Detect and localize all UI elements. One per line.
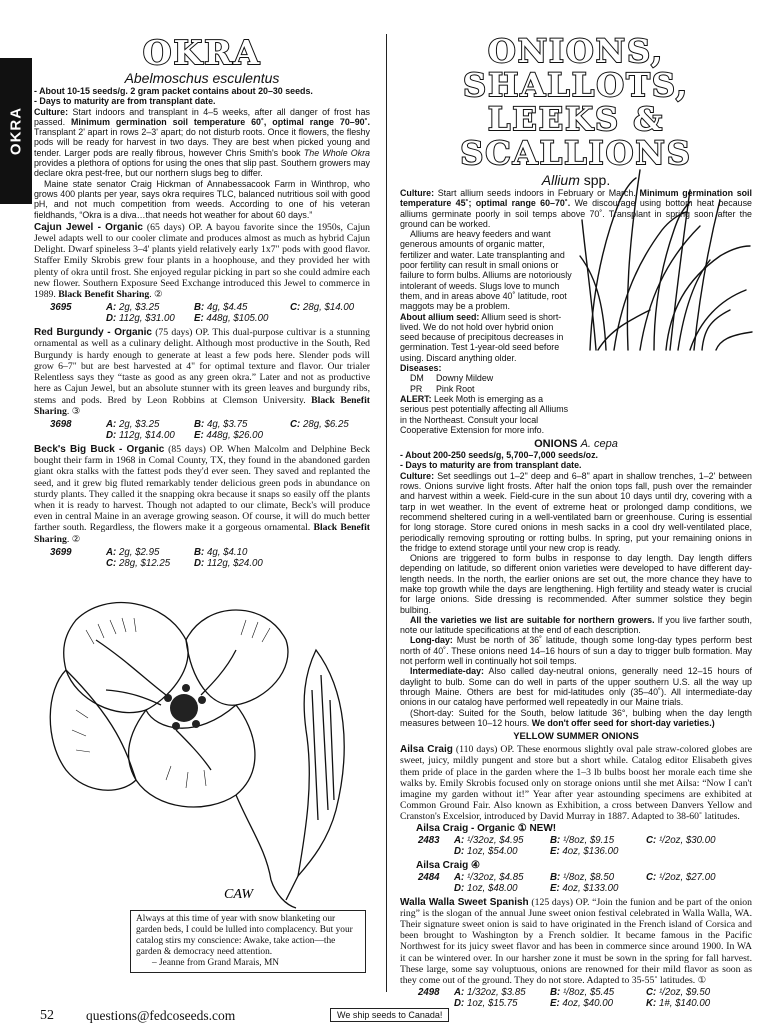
okra-bullet-days: - Days to maturity are from transplant date. bbox=[34, 96, 216, 107]
variety-name: Ailsa Craig - Organic ① NEW! bbox=[416, 822, 557, 834]
variety-ailsa-craig-conventional bbox=[400, 860, 752, 871]
yellow-summer-onions-heading: YELLOW SUMMER ONIONS bbox=[513, 731, 639, 743]
disease-item: PR Pink Root bbox=[410, 383, 475, 394]
price-table bbox=[400, 872, 752, 894]
price-d[interactable]: D: 112g, $14.00 bbox=[106, 429, 175, 441]
diseases-label: Diseases: bbox=[400, 363, 442, 374]
variety-text: (65 days) OP. A bayou favorite since the 1950s, Cajun Jewel adapts well to our cooler climate and produces almost as much as hybrid Cajun Delight. Dwarf spineless 3–4' plants yield relatively early 1x7" pods with good flavor. Staffer Emily Skrobis grew four plants in a hoophouse, and they provided her with plenty of okra until frost. She enjoyed regular picking in part so she could admire each new flower. Southern Exposure Seed Exchange introduced this Jewel to commerce in 1989. bbox=[34, 221, 370, 301]
variety-text: (75 days) OP. This dual-purpose cultivar is a stunning ornamental as well as a culinary delight. Although most productive in the South, Red Burgundy is hardy enough to generate at least a few pods here. Slender pods will grow 6–7" but are best harvested at 4" for optimal texture and flavor. Our trialer Relentless says they “taste as good as any green okra.” Later and not as productive here as Cajun Jewel, but an absolute stunner with its green leaves and burgundy ribs, stems and pods. Bred by Leon Robbins at Clemson University. bbox=[34, 327, 370, 406]
culture-label: Culture: bbox=[34, 106, 69, 117]
variety-text: (110 days) OP. These enormous slightly oval pale straw-colored globes are sweet, juicy, mildly pungent and store but a short while. Catalog editor Elisabeth gives them pride of place in the garden where the 1–3 lb bulbs boost her morale each time she walks by. Emily Skrobis focused only on storage onions until she met Ailsa: “Now I can't imagine my garden without it!” Year after year astounding specimens are exhibited at Common Ground Fair. Also known as Exhibition, a cross between Danvers Yellow and Cranston's Excelsior, introduced by David Murray in 1887. Adapted to 38-60˚ latitudes. bbox=[400, 744, 752, 823]
price-c[interactable]: C: ¹/2oz, $30.00 bbox=[646, 834, 716, 846]
okra-flower-illustration bbox=[36, 580, 376, 910]
book-title: The Whole Okra bbox=[303, 147, 370, 158]
variety-red-burgundy bbox=[34, 327, 370, 441]
variety-name: Walla Walla Sweet Spanish bbox=[400, 896, 529, 908]
variety-name: Cajun Jewel - Organic bbox=[34, 221, 143, 233]
item-code: 3698 bbox=[50, 418, 72, 430]
variety-description bbox=[34, 222, 370, 300]
item-code: 2483 bbox=[418, 834, 440, 846]
culture-text-a: Start allium seeds indoors in February or March. bbox=[434, 188, 640, 198]
diseases-list bbox=[400, 363, 574, 394]
culture-label: Culture: bbox=[400, 188, 435, 198]
price-a[interactable]: A: ¹/32oz, $4.85 bbox=[454, 871, 524, 883]
price-d[interactable]: D: 1oz, $54.00 bbox=[454, 845, 518, 857]
onions-culture-detail: Culture: Set seedlings out 1–2" deep and 6–8" apart in shallow trenches, 1–2' between rows. Onions survive light frosts. After half the onion tops fall, push over the remainder and harvest within a week. Field-cure in the sun about 10 days until dry, covering with a tarp in wet weather. In the event of extreme heat or prolonged damp conditions, we recommend sheltered curing in a well-ventilated barn or greenhouse. Curing is essential for long storage. Store cured onions in mesh sacks in a cool dry well-ventilated place, periodically removing sprouting or rotting bulbs. In spring, put your remaining onions in the fridge to extend storage until your new crop is ready. bbox=[400, 470, 752, 553]
price-b[interactable]: B: ¹/8oz, $8.50 bbox=[550, 871, 615, 883]
section-tab-label: OKRA bbox=[7, 106, 25, 156]
price-a[interactable]: A: 2g, $3.25 bbox=[106, 302, 160, 314]
item-code: 3695 bbox=[50, 302, 72, 314]
price-table bbox=[400, 987, 752, 1009]
okra-maine-note: Maine state senator Craig Hickman of Annabessacook Farm in Winthrop, who grows 400 plants per year, says okra requires TLC, balanced nutritious soil with good pH, and not much competition from weeds. According to one of his veteran fieldhands, “Okra is a diva…that needs hot weather for about 60 days.” bbox=[34, 178, 370, 220]
price-b[interactable]: B: ¹/8oz, $5.45 bbox=[550, 987, 615, 999]
okra-bullet-seeds: - About 10-15 seeds/g. 2 gram packet contains about 20–30 seeds. bbox=[34, 86, 313, 96]
leek-plants-illustration bbox=[570, 160, 754, 352]
onions-northern-note: All the varieties we list are suitable for northern growers. If you live farther south, note our latitude specifications at the end of each description. bbox=[400, 614, 752, 636]
price-e[interactable]: E: 4oz, $40.00 bbox=[550, 998, 614, 1010]
variety-description bbox=[34, 444, 370, 545]
onions-title-line1: ONIONS, SHALLOTS, bbox=[463, 32, 689, 104]
price-d[interactable]: D: 112g, $24.00 bbox=[194, 557, 263, 569]
price-b[interactable]: B: 4g, $3.75 bbox=[194, 418, 248, 430]
variety-tag: Black Benefit Sharing bbox=[58, 289, 150, 301]
long-day-note: Long-day: Must be north of 36˚ latitude, though some long-day types perform best north of 40˚. These onions need 14–16 hours of sun a day to trigger bulb formation. May not perform well in continually hot soil temps. bbox=[400, 635, 752, 667]
artist-signature: CAW bbox=[224, 887, 254, 902]
price-table bbox=[34, 419, 370, 441]
culture-temp: Minimum germination soil temperature 45˚; optimal range 60–70˚. bbox=[400, 188, 752, 209]
variety-name: Ailsa Craig ④ bbox=[416, 859, 480, 871]
price-a[interactable]: A: ¹/32oz, $4.95 bbox=[454, 834, 524, 846]
shipping-notice-badge: We ship seeds to Canada! bbox=[330, 1008, 449, 1022]
variety-tag: Black Benefit Sharing bbox=[34, 394, 371, 417]
onions-bullet-seeds: - About 200-250 seeds/g, 5,700–7,000 seeds/oz. bbox=[400, 450, 598, 461]
okra-latin-name: Abelmoschus esculentus bbox=[124, 70, 280, 86]
variety-name: Ailsa Craig bbox=[400, 744, 453, 756]
price-e[interactable]: E: 4oz, $136.00 bbox=[550, 845, 619, 857]
okra-culture bbox=[34, 107, 370, 179]
price-e[interactable]: E: 4oz, $133.00 bbox=[550, 882, 619, 894]
customer-quote-box bbox=[130, 910, 366, 973]
price-table bbox=[34, 547, 370, 569]
price-a[interactable]: A: 1/32oz, $3.85 bbox=[454, 987, 526, 999]
culture-text-c: provides a plethora of options for using the ones that slip past. Southern growers may declare okra pest-free, but our northern slugs beg to differ. bbox=[34, 158, 370, 179]
allium-info-block bbox=[400, 229, 574, 435]
price-c[interactable]: C: 28g, $6.25 bbox=[290, 418, 349, 430]
price-a[interactable]: A: 2g, $2.95 bbox=[106, 546, 160, 558]
item-code: 3699 bbox=[50, 546, 72, 558]
price-c[interactable]: C: 28g, $14.00 bbox=[290, 302, 355, 314]
variety-ailsa-craig-organic bbox=[400, 823, 752, 834]
variety-text: (125 days) OP. “Join the funion and be part of the onion ring” is the slogan of the annual June sweet onion festival celebrated in Walla Walla, WA. Their signature sweet onion is said to have originated in the French island of Corsica and been brought to Washington by a French soldier. It became famous in the Pacific Northwest for its juicy sweet flavor and has been in commerce since around 1900. In WA it can be wintered over. In our harsher zone it must be sown in the spring for fall harvest. These large, some say voluptuous, onions are renowned for their mild flavor as soon as they come out of the ground. They do not store. Adapted to 35-55˚ latitudes. ① bbox=[400, 896, 752, 986]
leek-moth-alert: ALERT: Leek Moth is emerging as a serious pest potentially affecting all Alliums in the Northeast. Consult your local Cooperative Extension for more info. bbox=[400, 393, 569, 435]
price-b[interactable]: B: 4g, $4.45 bbox=[194, 302, 248, 314]
variety-tag-suffix: . ③ bbox=[66, 405, 81, 417]
variety-name: Red Burgundy - Organic bbox=[34, 327, 152, 339]
variety-tag: Black Benefit Sharing bbox=[34, 522, 371, 545]
variety-text: (85 days) OP. When Malcolm and Delphine Beck bought their farm in 1968 in Comal County, TX, they found in the abandoned garden giant okra stalks with the fattest pods they'd ever seen. They saved and replanted the seed, and it grew big fluted remarkably tender delicious green pods in abundance on sturdy plants. They called it the snapping okra because it snaps so easily off the plants when it is ready to harvest. Though not adapted to our climate, Beck's will produce even in central Maine in an average growing season. Of course, it will do much better farther south. Regardless, the flowers make it a gorgeous ornamental. bbox=[34, 443, 370, 534]
variety-tag-suffix: . ② bbox=[149, 289, 163, 301]
quote-attribution: – Jeanne from Grand Marais, MN bbox=[152, 958, 280, 968]
intermediate-day-note: Intermediate-day: Also called day-neutral onions, generally need 12–15 hours of daylight to bulb. Some can do well in parts of the upper southern U.S. all the way up through Maine. Others are best for mid-latitudes only (35–40˚). All intermediate-day onions in our catalog have performed well repeatedly in our Maine trials. bbox=[400, 666, 752, 708]
item-code: 2498 bbox=[418, 987, 440, 999]
price-k[interactable]: K: 1#, $140.00 bbox=[646, 998, 711, 1010]
price-table bbox=[34, 302, 370, 324]
contact-email-link[interactable]: questions@fedcoseeds.com bbox=[86, 1008, 236, 1023]
onions-subheading: ONIONS A. cepa bbox=[534, 438, 618, 451]
variety-name: Beck's Big Buck - Organic bbox=[34, 443, 165, 455]
culture-text-b: We discourage using bottom heat because alliums germinate poorly in soil temps above 70˚. Transplant in spring soon after the ground can be worked. bbox=[400, 198, 752, 229]
onions-daylength-note: Onions are triggered to form bulbs in response to day length. Day length differs depending on latitude, so different onion varieties were developed to have different day-length needs. In the north, the earlier onions are set out, the more chance they have to make top growth while the days are lengthening. High fertility and steady water is crucial for large onions. Side dressing is recommended. After summer solstice they begin bulbing. bbox=[400, 553, 752, 615]
page-number: 52 bbox=[40, 1008, 54, 1023]
section-tab-okra bbox=[0, 58, 32, 204]
variety-description bbox=[34, 327, 370, 417]
variety-cajun-jewel bbox=[34, 222, 370, 324]
variety-tag-suffix: . ② bbox=[66, 533, 81, 545]
okra-section bbox=[34, 33, 371, 572]
price-c[interactable]: C: 28g, $12.25 bbox=[106, 557, 171, 569]
culture-temp: Minimum germination soil temperature 60˚, optimal range 70–90˚. bbox=[71, 116, 370, 127]
onions-latin-name: Allium spp. bbox=[541, 172, 611, 188]
disease-item: DM Downy Mildew bbox=[410, 373, 494, 384]
price-e[interactable]: E: 448g, $105.00 bbox=[194, 313, 269, 325]
quote-text: Always at this time of year with snow blanketing our garden beds, I could be lulled into complacency. But your catalog stirs my conscience: Awake, take action—the garden & democracy need attention. bbox=[136, 914, 353, 957]
price-c[interactable]: C: ¹/2oz, $27.00 bbox=[646, 871, 716, 883]
price-d[interactable]: D: 1oz, $48.00 bbox=[454, 882, 518, 894]
culture-text-b: Transplant 2' apart in rows 2–3' apart; do not disturb roots. Once it flowers, the fleshy pods will be ready for harvest in two days. They are best when picked young and tender. Larger pods are really fibrous, however Chris Smith's book bbox=[34, 127, 370, 158]
variety-becks-big-buck bbox=[34, 444, 370, 569]
onions-bullet-days: - Days to maturity are from transplant date. bbox=[400, 460, 582, 471]
price-table bbox=[400, 835, 752, 857]
allium-seed-note: About allium seed: Allium seed is short-lived. We do not hold over hybrid onion seed because of precipitous decreases in germination. Test 1-year-old seed before using. Discard anything older. bbox=[400, 311, 564, 363]
allium-feeders-note: Alliums are heavy feeders and want generous amounts of organic matter, fertilizer and water. Late transplanting and poor fertility can result in small onions or failure to form bulbs. Alliums are notoriously intolerant of weeds. Slugs love to munch them, and in areas above 40˚ latitude, root maggots may be a problem. bbox=[400, 229, 572, 312]
price-d[interactable]: D: 1oz, $15.75 bbox=[454, 998, 518, 1010]
item-code: 2484 bbox=[418, 871, 440, 883]
variety-ailsa-craig bbox=[400, 744, 752, 822]
onions-title bbox=[400, 34, 752, 170]
onions-title-line2: LEEKS & SCALLIONS bbox=[460, 100, 692, 172]
culture-text-a: Start indoors and transplant in 4–5 weeks, after all danger of frost has passed. bbox=[34, 106, 370, 127]
price-a[interactable]: A: 2g, $3.25 bbox=[106, 418, 160, 430]
price-b[interactable]: B: 4g, $4.10 bbox=[194, 546, 248, 558]
price-c[interactable]: C: ¹/2oz, $9.50 bbox=[646, 987, 711, 999]
variety-walla-walla bbox=[400, 897, 752, 987]
price-b[interactable]: B: ¹/8oz, $9.15 bbox=[550, 834, 615, 846]
okra-title: OKRA bbox=[142, 33, 262, 72]
price-d[interactable]: D: 112g, $31.00 bbox=[106, 313, 175, 325]
short-day-note: (Short-day: Suited for the South, below latitude 36°, bulbing when the day length measures between 10–12 hours. We don't offer seed for short-day varieties.) bbox=[400, 707, 752, 728]
price-e[interactable]: E: 448g, $26.00 bbox=[194, 429, 263, 441]
column-divider bbox=[386, 34, 387, 992]
